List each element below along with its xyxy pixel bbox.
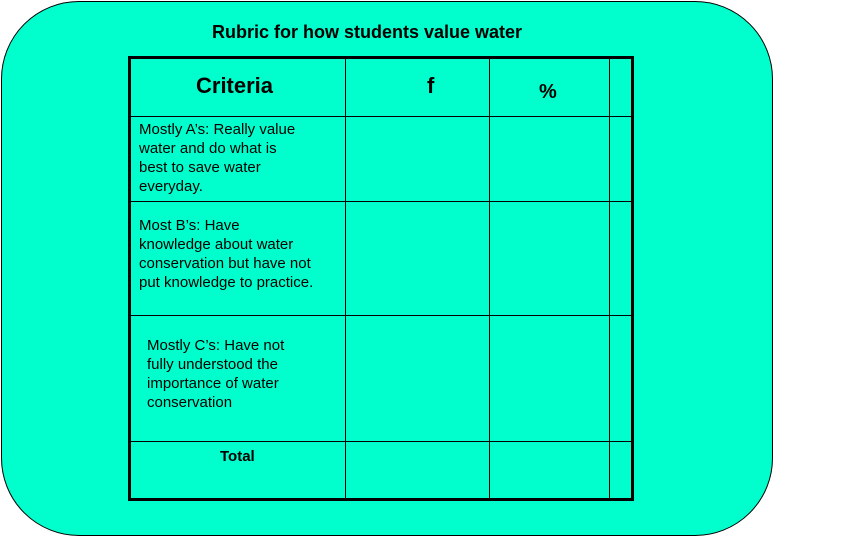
header-percent: % — [539, 81, 557, 103]
row-divider — [131, 315, 631, 316]
criteria-cell-b: Most B’s: Have knowledge about water conservation but have not put knowledge to practice. — [139, 217, 314, 291]
total-label: Total — [220, 448, 255, 465]
rubric-table — [128, 56, 634, 501]
criteria-cell-a: Mostly A’s: Really value water and do what is best to save water everyday. — [139, 121, 296, 195]
column-divider — [345, 59, 346, 498]
column-divider — [609, 59, 610, 498]
row-divider — [131, 441, 631, 442]
row-divider — [131, 201, 631, 202]
page-title: Rubric for how students value water — [212, 22, 523, 42]
header-criteria: Criteria — [196, 73, 274, 98]
header-frequency: f — [427, 73, 435, 98]
column-divider — [489, 59, 490, 498]
row-divider — [131, 116, 631, 117]
criteria-cell-c: Mostly C’s: Have not fully understood the importance of water conservation — [147, 337, 285, 411]
